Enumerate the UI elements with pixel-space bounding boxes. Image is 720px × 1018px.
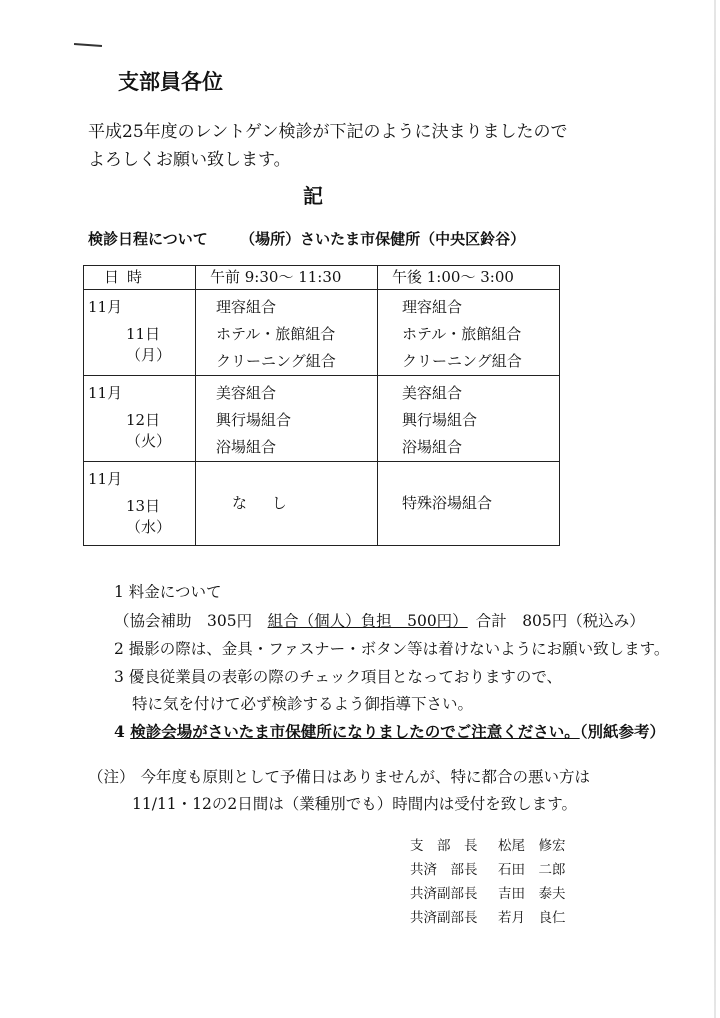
schedule-table (83, 265, 560, 546)
signatory-title: 共済副部長 (410, 886, 478, 902)
morning-cell (196, 376, 378, 462)
signatory-title: 共済副部長 (410, 910, 478, 926)
union-name: 特殊浴場組合 (402, 494, 493, 512)
signatory-name: 石田 二郎 (498, 862, 566, 878)
union-name: 興行場組合 (402, 411, 478, 429)
union-name: 美容組合 (216, 384, 277, 402)
day-label: 11日（月） (126, 325, 172, 364)
header-morning: 午前 9:30～ 11:30 (196, 266, 378, 290)
signatory-name: 若月 良仁 (498, 910, 566, 926)
union-name: 理容組合 (216, 298, 277, 316)
signatory-row (410, 858, 566, 878)
venue-reference: （別紙参考） (579, 722, 665, 741)
note-venue (114, 720, 665, 742)
table-header-row (84, 266, 560, 290)
union-name: ホテル・旅館組合 (402, 325, 522, 343)
month-label: 11月 (88, 470, 123, 488)
caution-text-1: 今年度も原則として予備日はありませんが、特に都合の悪い方は (140, 768, 591, 786)
date-cell (84, 290, 196, 376)
header-datetime: 日時 (84, 266, 196, 290)
table-row (84, 290, 560, 376)
header-afternoon: 午後 1:00～ 3:00 (378, 266, 560, 290)
schedule-place: （場所）さいたま市保健所（中央区鈴谷） (240, 230, 526, 248)
intro-line-2: よろしくお願い致します。 (88, 150, 291, 170)
fee-total: 合計 805円（税込み） (475, 612, 645, 630)
fee-subsidy: （協会補助 305円 (114, 612, 268, 630)
note-award-line-1: 3 優良従業員の表彰の際のチェック項目となっておりますので、 (114, 668, 563, 686)
caution-mark: （注） (88, 768, 135, 786)
signatory-title: 共済 部長 (410, 862, 478, 878)
caution-line-2: 11/11・12の2日間は（業種別でも）時間内は受付を致します。 (132, 795, 578, 813)
intro-paragraph (88, 118, 568, 174)
day-label: 12日（火） (126, 411, 172, 450)
date-cell (84, 376, 196, 462)
note-attire: 2 撮影の際は、金具・ファスナー・ボタン等は着けないようにお願い致します。 (114, 640, 670, 658)
pen-mark (74, 43, 102, 47)
month-label: 11月 (88, 384, 123, 402)
union-name: 浴場組合 (402, 438, 463, 456)
morning-cell (196, 290, 378, 376)
note-fee-title: 1 料金について (114, 583, 222, 601)
intro-line-1: 平成25年度のレントゲン検診が下記のように決まりましたので (88, 122, 568, 142)
morning-cell (196, 462, 378, 546)
union-name: 理容組合 (402, 298, 463, 316)
table-row (84, 376, 560, 462)
none-text: な し (232, 494, 297, 512)
signatory-row (410, 882, 566, 902)
signatory-row (410, 906, 566, 926)
fee-member-share: 組合（個人）負担 500円） (267, 612, 468, 630)
union-name: クリーニング組合 (216, 352, 336, 370)
venue-notice: 検診会場がさいたま市保健所になりましたのでご注意ください。 (130, 722, 580, 741)
table-row (84, 462, 560, 546)
salutation: 支部員各位 (118, 69, 223, 94)
signatory-name: 松尾 修宏 (498, 838, 566, 854)
afternoon-cell (378, 290, 560, 376)
note-fee-detail (114, 609, 645, 631)
ki-heading: 記 (303, 184, 323, 208)
afternoon-cell (378, 462, 560, 546)
schedule-heading (88, 228, 525, 249)
day-label: 13日（水） (126, 497, 172, 536)
union-name: 美容組合 (402, 384, 463, 402)
signatory-title: 支 部 長 (410, 838, 478, 854)
month-label: 11月 (88, 298, 123, 316)
venue-number: 4 (114, 722, 131, 741)
union-name: 興行場組合 (216, 411, 292, 429)
signatory-name: 吉田 泰夫 (498, 886, 566, 902)
signatory-row (410, 834, 566, 854)
afternoon-cell (378, 376, 560, 462)
union-name: ホテル・旅館組合 (216, 325, 336, 343)
note-award-line-2: 特に気を付けて必ず検診するよう御指導下さい。 (132, 695, 474, 713)
date-cell (84, 462, 196, 546)
schedule-label: 検診日程について (88, 230, 208, 248)
union-name: クリーニング組合 (402, 352, 522, 370)
caution-line-1 (88, 765, 590, 787)
union-name: 浴場組合 (216, 438, 277, 456)
scan-edge-shadow (714, 0, 716, 1018)
